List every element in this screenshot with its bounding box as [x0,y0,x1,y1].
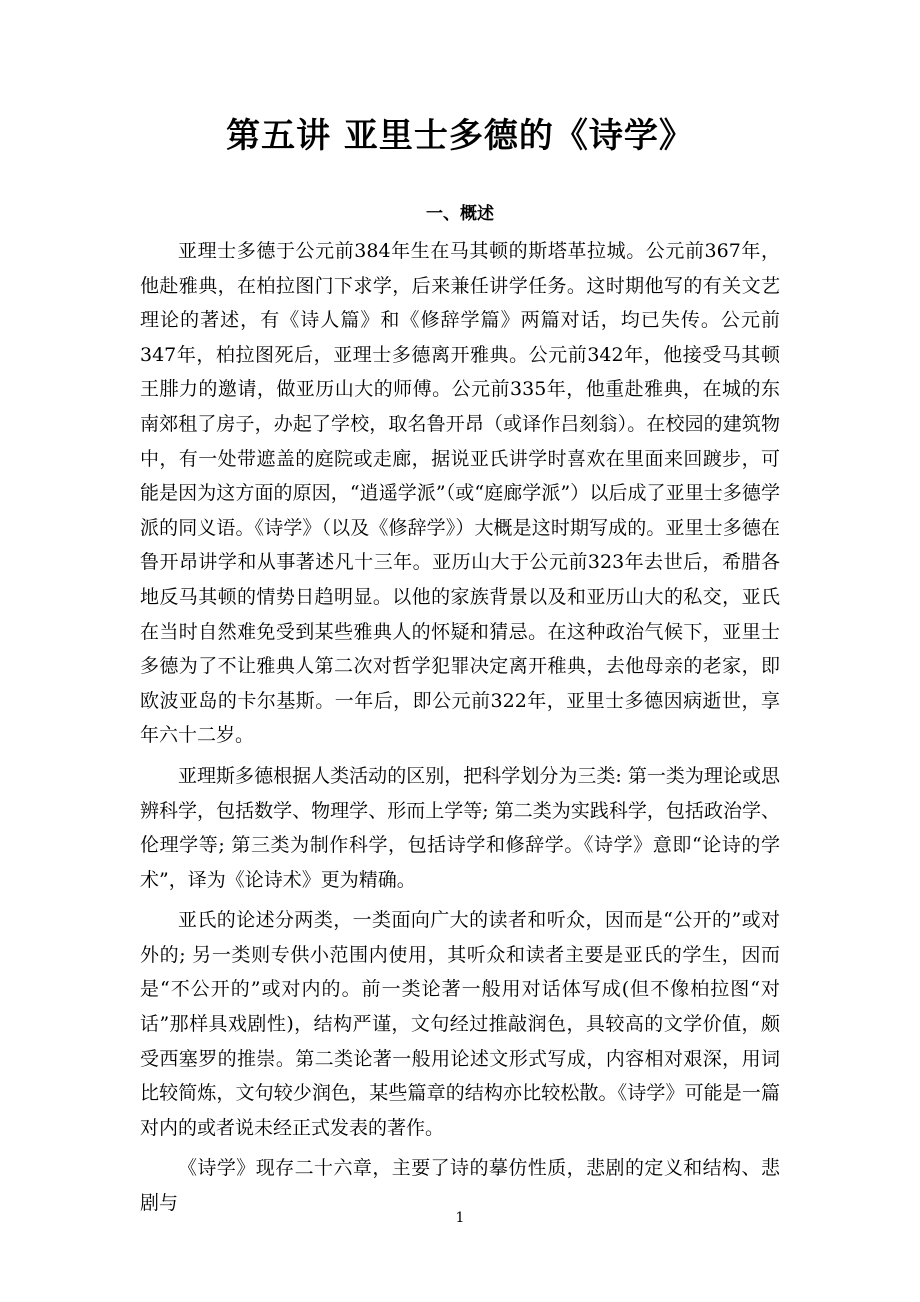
document-title: 第五讲 亚里士多德的《诗学》 [226,116,694,156]
paragraph-1: 亚理士多德于公元前384年生在马其顿的斯塔革拉城。公元前367年，他赴雅典，在柏拉图门下求学，后来兼任讲学任务。这时期他写的有关文艺理论的著述，有《诗人篇》和《修辞学篇》两篇对话，均已失传。公元前347年，柏拉图死后，亚理士多德离开雅典。公元前342年，他接受马其顿王腓力的邀请，做亚历山大的师傅。公元前335年，他重赴雅典，在城的东南郊租了房子，办起了学校，取名鲁开昂（或译作吕刻翁）。在校园的建筑物中，有一处带遮盖的庭院或走廊，据说亚氏讲学时喜欢在里面来回踱步，可能是因为这方面的原因，“逍遥学派”（或“庭廊学派”）以后成了亚里士多德学派的同义语。《诗学》（以及《修辞学》）大概是这时期写成的。亚里士多德在鲁开昂讲学和从事著述凡十三年。亚历山大于公元前323年去世后，希腊各地反马其顿的情势日趋明显。以他的家族背景以及和亚历山大的私交，亚氏在当时自然难免受到某些雅典人的怀疑和猜忌。在这种政治气候下，亚里士多德为了不让雅典人第二次对哲学犯罪决定离开稚典，去他母亲的老家，即欧波亚岛的卡尔基斯。一年后，即公元前322年，亚里士多德因病逝世，享年六十二岁。 [140,240,780,747]
paragraph-4: 《诗学》现存二十六章，主要了诗的摹仿性质，悲剧的定义和结构、悲剧与 [140,1157,780,1215]
body-text [140,234,780,1227]
paragraph-3: 亚氏的论述分两类，一类面向广大的读者和听众，因而是“公开的”或对外的; 另一类则专供小范围内使用，其听众和读者主要是亚氏的学生，因而是“不公开的”或对内的。前一类论著一般用对话体写成(但不像柏拉图“对话”那样具戏剧性)，结构严谨，文句经过推敲润色，具较高的文学价值，颇受西塞罗的推崇。第二类论著一般用论述文形式写成，内容相对艰深，用词比较简炼，文句较少润色，某些篇章的结构亦比较松散。《诗学》可能是一篇对内的或者说未经正式发表的著作。 [140,909,780,1139]
section-heading: 一、概述 [426,204,494,224]
page-number: 1 [455,1210,465,1226]
paragraph-2: 亚理斯多德根据人类活动的区别，把科学划分为三类: 第一类为理论或思辨科学，包括数学、物理学、形而上学等; 第二类为实践科学，包括政治学、伦理学等; 第三类为制作科学，包括诗学和修辞学。《诗学》意即“论诗的学术”，译为《论诗术》更为精确。 [140,764,780,891]
